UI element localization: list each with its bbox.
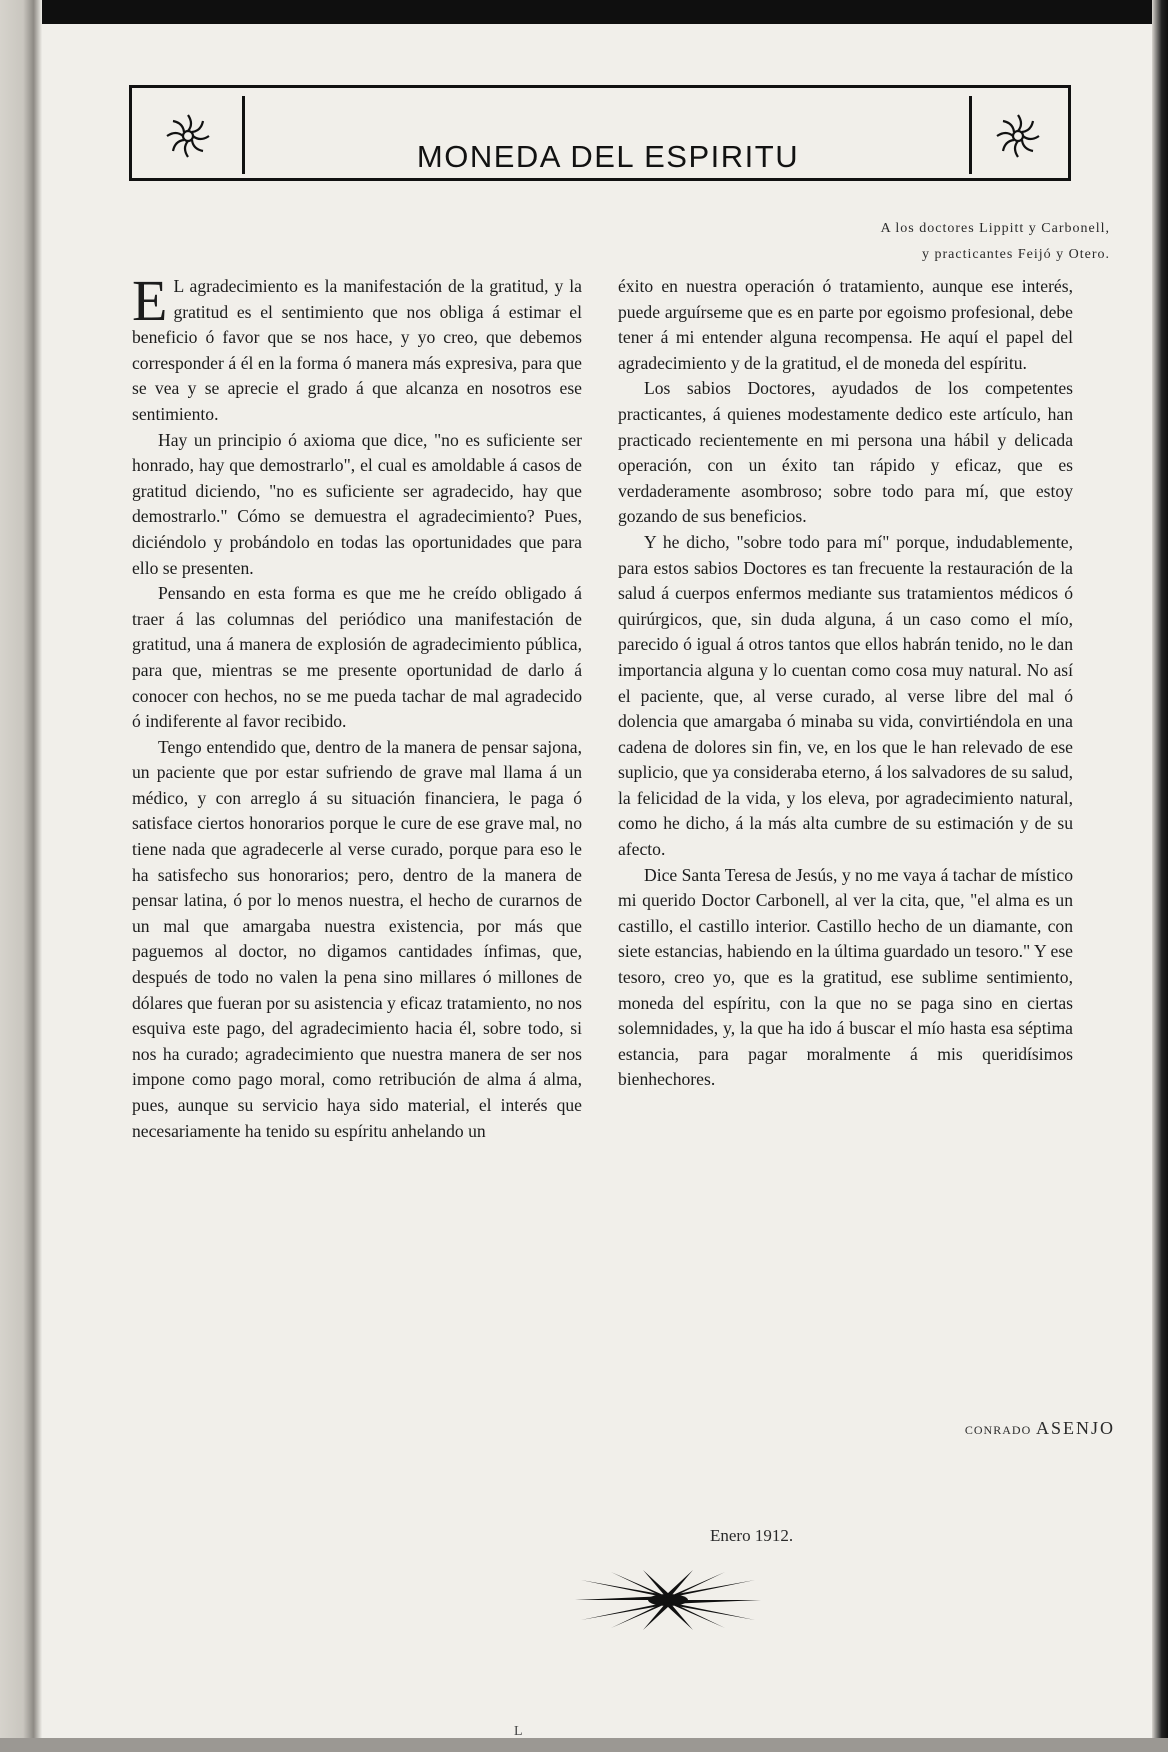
article-date: Enero 1912. <box>710 1526 794 1545</box>
title-divider-right <box>969 96 972 174</box>
title-divider-left <box>242 96 245 174</box>
scan-border-right <box>1152 0 1168 1752</box>
rosette-ornament-icon <box>164 112 212 160</box>
paragraph <box>132 268 582 428</box>
sunburst-ornament-icon <box>573 1570 763 1630</box>
paragraph-text: L agradecimiento es la manifestación de la gratitud, y la gratitud es el sentimiento que nos obliga á estimar el beneficio ó favor que se nos hace, y yo creo, que debemos corresponder á él en la forma ó manera más expresiva, para que se vea y se aprecie el grado á que alcanza en nosotros ese sentimiento. <box>132 276 582 424</box>
author-first-name: CONRADO <box>964 1423 1032 1437</box>
paragraph: Hay un principio ó axioma que dice, "no es suficiente ser honrado, hay que demostrarlo", el cual es amoldable á casos de gratitud diciendo, "no es suficiente ser agradecido, hay que demostrarlo." Cómo se demuestra el agradecimiento? Pues, diciéndolo y probándolo en todas las oportunidades que para ello se presenten. <box>132 429 582 578</box>
author-signature <box>760 1418 1115 1439</box>
page-title: MONEDA DEL ESPIRITU <box>416 138 800 174</box>
paragraph: éxito en nuestra operación ó tratamiento, aunque ese interés, puede arguírseme que es en parte por egoismo profesional, debe tener á mi entender alguna recompensa. He aquí el papel del agradecimiento y de la gratitud, el de moneda del espíritu. <box>618 276 1073 373</box>
paragraph: Pensando en esta forma es que me he creído obligado á traer á las columnas del periódico una manifestación de gratitud, una á manera de explosión de agradecimiento pública, para que, mientras se me presente oportunidad de darlo á conocer con hechos, no se me pueda tachar de mal agradecido ó indiferente al favor recibido. <box>132 583 582 732</box>
author-last-name: ASENJO <box>1035 1418 1115 1438</box>
scan-border-top <box>0 0 1168 24</box>
magazine-page <box>60 30 1152 1739</box>
scan-border-bottom <box>0 1738 1168 1752</box>
page-mark: L <box>514 1724 523 1739</box>
dedication <box>640 216 1110 268</box>
dedication-line: y practicantes Feijó y Otero. <box>921 247 1110 262</box>
drop-cap: E <box>132 268 168 333</box>
paragraph: Y he dicho, "sobre todo para mí" porque, indudablemente, para estos sabios Doctores es tan frecuente la restauración de la salud á cuerpos enfermos mediante sus tratamientos médicos ó quirúrgicos, que, sin duda alguna, á un caso como el mío, parecido ó igual á otros tantos que ellos habrán tenido, no le dan importancia alguna y lo cuentan como cosa muy natural. No así el paciente, que, al verse curado, al verse libre del mal ó dolencia que amargaba ó minaba su vida, convirtiéndola en una cadena de dolores sin fin, ve, en los que le han relevado de ese suplicio, que ya consideraba eterno, á los salvadores de su salud, la felicidad de la vida, y los eleva, por agradecimiento natural, como he dicho, á la más alta cumbre de su estimación y de su afecto. <box>618 531 1073 860</box>
paragraph: Los sabios Doctores, ayudados de los competentes practicantes, á quienes modestamente dedico este artículo, han practicado recientemente en mi persona una hábil y delicada operación, con un éxito tan rápido y eficaz, que es verdaderamente asombroso; sobre todo para mí, que estoy gozando de sus beneficios. <box>618 378 1073 527</box>
right-column <box>618 274 1073 1093</box>
paragraph: Tengo entendido que, dentro de la manera de pensar sajona, un paciente que por estar sufriendo de grave mal llama á un médico, y con arreglo á su situación financiera, le paga ó satisface ciertos honorarios porque le cure de ese grave mal, no tiene nada que agradecerle al verse curado, porque para eso le ha satisfecho sus honorarios; pero, dentro de la manera de pensar latina, ó por lo menos nuestra, el hecho de curarnos de un mal que amargaba nuestra existencia, por más que paguemos al doctor, no digamos cantidades ínfimas, que, después de todo no valen la pena sino millares ó millones de dólares que fueran por su asistencia y eficaz tratamiento, no nos esquiva este pago, del agradecimiento hacia él, sobre todo, si nos ha curado; agradecimiento que nuestra manera de ser nos impone como pago moral, como retribución de alma á alma, pues, aunque su servicio haya sido material, el interés que necesariamente ha tenido su espíritu anhelando un <box>132 736 582 1141</box>
title-frame <box>129 85 1071 181</box>
scan-border-left <box>0 0 42 1752</box>
rosette-ornament-icon <box>994 112 1042 160</box>
dedication-line: A los doctores Lippitt y Carbonell, <box>880 221 1110 236</box>
paragraph: Dice Santa Teresa de Jesús, y no me vaya á tachar de místico mi querido Doctor Carbonell, al ver la cita, que, "el alma es un castillo, el castillo interior. Castillo hecho de un diamante, con siete estancias, habiendo en la última guardado un tesoro." Y ese tesoro, creo yo, que es la gratitud, ese sublime sentimiento, moneda del espíritu, con la que no se paga sino en ciertas solemnidades, y, la que ha ido á buscar el mío hasta esa séptima estancia, para pagar moralmente á mis queridísimos bienhechores. <box>618 864 1073 1090</box>
left-column <box>132 268 582 1144</box>
